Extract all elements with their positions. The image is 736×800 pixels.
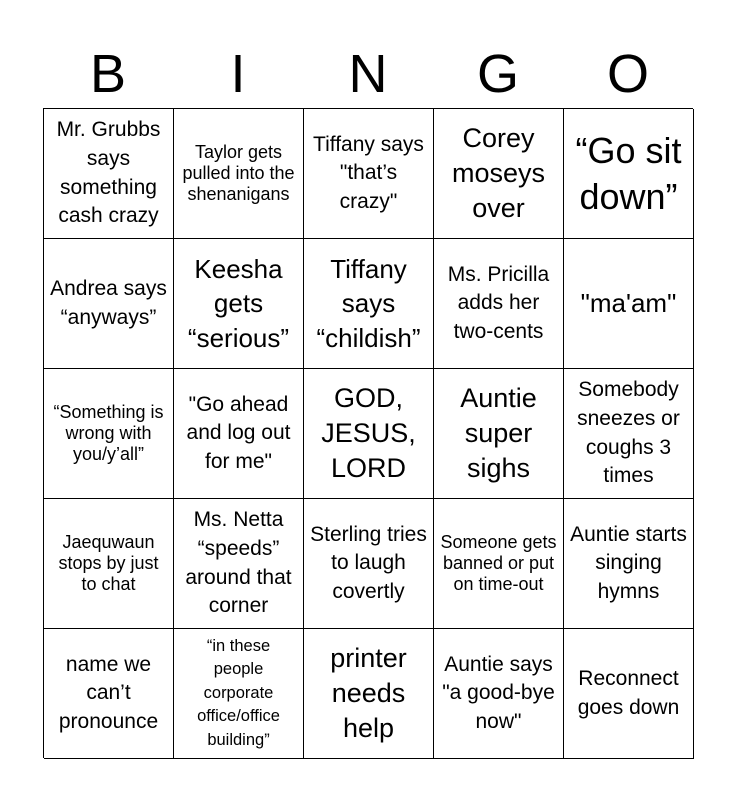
bingo-cell[interactable] [304,499,434,629]
cell-text: Auntie starts singing hymns [570,522,687,603]
cell-text: “Go sit down” [575,130,682,217]
cell-text: Reconnect goes down [577,666,680,719]
header-letter-b: B [89,44,127,104]
cell-text: Keesha gets “serious” [187,254,290,353]
bingo-cell[interactable] [564,629,694,759]
cell-text: Ms. Netta “speeds” around that corner [185,508,292,618]
bingo-cell[interactable] [564,499,694,629]
bingo-cell[interactable] [434,629,564,759]
bingo-cell[interactable] [174,239,304,369]
cell-text: “in these people corporate office/office building” [197,636,280,749]
bingo-board [43,108,693,758]
cell-text: Mr. Grubbs says something cash crazy [56,118,161,228]
cell-text: printer needs help [330,642,407,744]
cell-text: "Go ahead and log out for me" [186,392,291,473]
bingo-cell[interactable] [44,369,174,499]
bingo-cell[interactable] [174,499,304,629]
bingo-cell[interactable] [304,239,434,369]
bingo-cell[interactable] [44,499,174,629]
cell-text: Someone gets banned or put on time-out [440,531,557,595]
bingo-cell[interactable] [434,109,564,239]
cell-text: “Something is wrong with you/y’all” [53,401,164,465]
bingo-cell[interactable] [44,239,174,369]
header-letter-o: O [606,44,649,104]
cell-text: Corey moseys over [451,122,546,224]
bingo-cell[interactable] [174,369,304,499]
cell-text: Sterling tries to laugh covertly [310,522,427,603]
cell-text: GOD, JESUS, LORD [321,382,416,484]
cell-text: Taylor gets pulled into the shenanigans [182,141,295,205]
bingo-cell[interactable] [44,629,174,759]
header-letter-g: G [476,44,519,104]
bingo-cell[interactable] [434,239,564,369]
cell-text: Auntie super sighs [460,382,537,484]
cell-text: Ms. Pricilla adds her two-cents [447,262,550,343]
bingo-cell[interactable] [434,369,564,499]
bingo-cell[interactable] [304,109,434,239]
bingo-cell[interactable] [564,369,694,499]
bingo-header [43,40,693,108]
bingo-cell[interactable] [44,109,174,239]
bingo-cell[interactable] [304,629,434,759]
header-letter-i: I [230,44,246,104]
cell-text: Tiffany says "that’s crazy" [313,132,424,213]
cell-text: Tiffany says “childish” [316,254,421,353]
cell-text: "ma'am" [580,288,677,319]
bingo-cell[interactable] [304,369,434,499]
bingo-cell[interactable] [174,109,304,239]
bingo-cell[interactable] [174,629,304,759]
bingo-cell[interactable] [434,499,564,629]
header-letter-n: N [348,44,388,104]
cell-text: Andrea says “anyways” [50,276,167,329]
cell-text: Jaequwaun stops by just to chat [58,531,159,595]
bingo-cell[interactable] [564,109,694,239]
cell-text: name we can’t pronounce [58,652,159,733]
bingo-cell[interactable] [564,239,694,369]
cell-text: Auntie says "a good-bye now" [442,652,555,733]
cell-text: Somebody sneezes or coughs 3 times [577,378,680,488]
